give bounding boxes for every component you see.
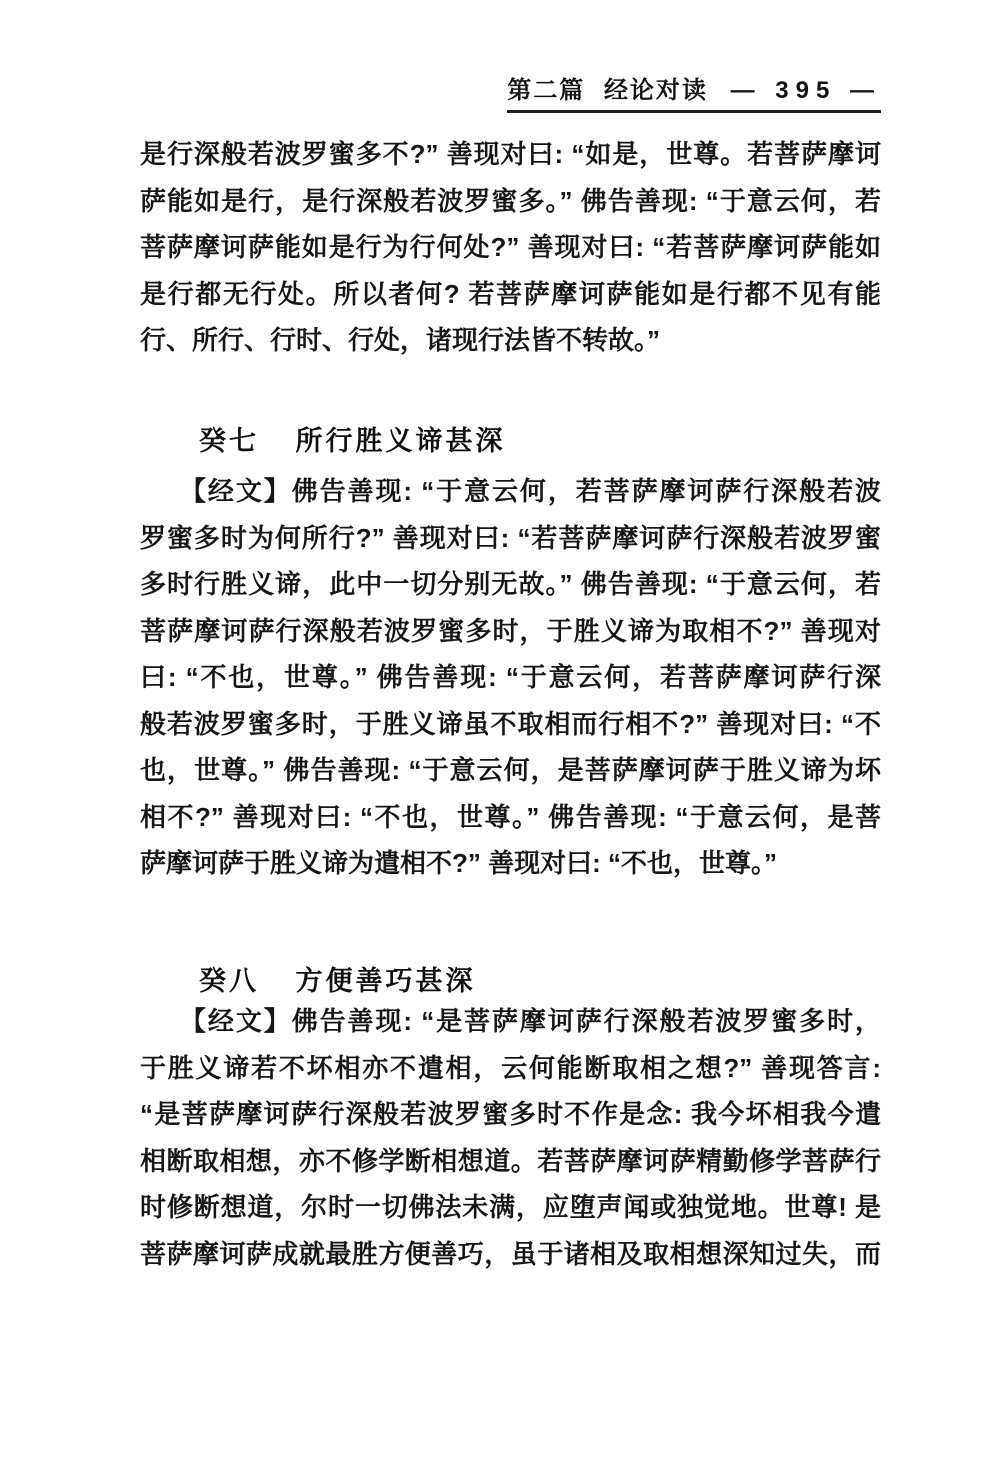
page-header [507, 70, 881, 113]
text-line: 般若波罗蜜多时，于胜义谛虽不取相而行相不?” 善现对曰: “不 [140, 708, 881, 739]
heading-number: 癸八 [199, 966, 259, 996]
text-line: 多时行胜义谛，此中一切分别无故。” 佛告善现: “于意云何，若 [140, 569, 881, 599]
text-line: 相断取相想，亦不修学断相想道。若菩萨摩诃萨精勤修学菩萨行 [140, 1145, 881, 1176]
heading-number: 癸七 [199, 426, 259, 456]
header-section-title: 第二篇 [507, 77, 586, 104]
text-line: 相不?” 善现对曰: “不也，世尊。” 佛告善现: “于意云何，是菩 [140, 801, 881, 832]
text-line: “是菩萨摩诃萨行深般若波罗蜜多时不作是念: 我今坏相我今遣 [140, 1099, 881, 1129]
text-line: 是行都无行处。所以者何? 若菩萨摩诃萨能如是行都不见有能 [140, 278, 881, 309]
heading-title: 方便善巧甚深 [295, 966, 476, 996]
paragraph-sutra-gui-seven [140, 468, 881, 887]
text-line: 时修断想道，尔时一切佛法未满，应堕声闻或独觉地。世尊! 是 [140, 1192, 881, 1222]
text-line: 【经文】佛告善现: “于意云何，若菩萨摩诃萨行深般若波 [180, 476, 881, 506]
text-line: 罗蜜多时为何所行?” 善现对曰: “若菩萨摩诃萨行深般若波罗蜜 [140, 522, 881, 553]
text-line: 萨摩诃萨于胜义谛为遣相不?” 善现对曰: “不也，世尊。” [140, 848, 777, 878]
heading-title: 所行胜义谛甚深 [295, 426, 506, 456]
text-line: 于胜义谛若不坏相亦不遣相，云何能断取相之想?” 善现答言: [140, 1052, 881, 1083]
text-line: 也，世尊。” 佛告善现: “于意云何，是菩萨摩诃萨于胜义谛为坏 [140, 755, 881, 785]
text-line: 菩萨摩诃萨能如是行为行何处?” 善现对曰: “若菩萨摩诃萨能如 [140, 232, 881, 262]
section-heading-gui-seven [199, 419, 506, 458]
header-page-number: — 395 — [730, 77, 881, 104]
text-line: 行、所行、行时、行处，诸现行法皆不转故。” [140, 325, 661, 355]
paragraph-intro-continued [140, 131, 881, 364]
text-line: 菩萨摩诃萨行深般若波罗蜜多时，于胜义谛为取相不?” 善现对 [140, 615, 881, 646]
text-line: 【经文】佛告善现: “是菩萨摩诃萨行深般若波罗蜜多时， [180, 1006, 881, 1036]
section-heading-gui-eight [199, 959, 476, 998]
header-chapter-title: 经论对读 [603, 77, 708, 104]
text-line: 萨能如是行，是行深般若波罗蜜多。” 佛告善现: “于意云何，若 [140, 185, 881, 216]
text-line: 曰: “不也，世尊。” 佛告善现: “于意云何，若菩萨摩诃萨行深 [140, 662, 881, 692]
paragraph-sutra-gui-eight [140, 998, 881, 1277]
text-line: 菩萨摩诃萨成就最胜方便善巧，虽于诸相及取相想深知过失，而 [140, 1238, 881, 1269]
text-line: 是行深般若波罗蜜多不?” 善现对曰: “如是，世尊。若菩萨摩诃 [140, 139, 881, 169]
